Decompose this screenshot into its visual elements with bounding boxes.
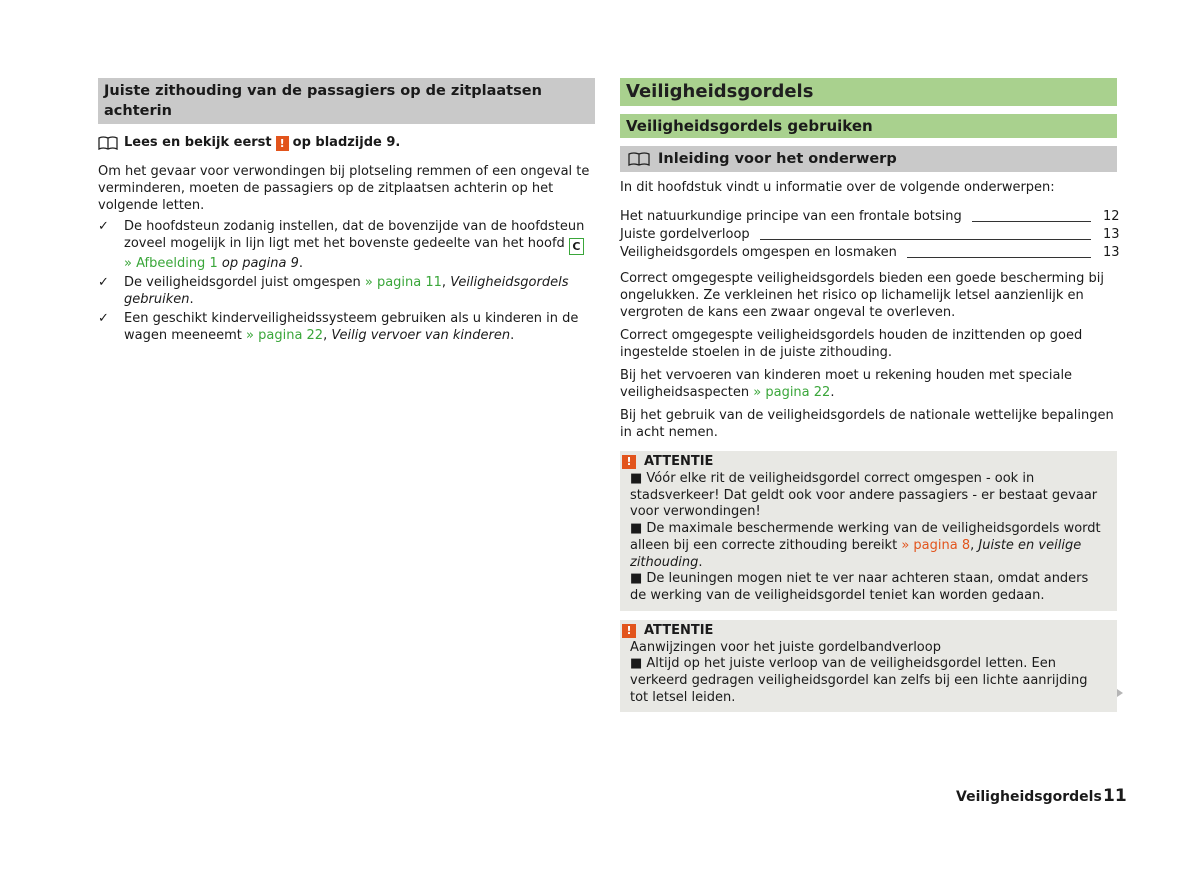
- paragraph: Bij het vervoeren van kinderen moet u rekening houden met speciale veiligheidsaspecten » pagina 22.: [620, 368, 1073, 400]
- attention-bullet: ■ Vóór elke rit de veiligheidsgordel correct omgespen - ook in stadsverkeer! Dat geldt ook voor andere passagiers - er bestaat gevaar voor verwondingen!: [630, 471, 1098, 520]
- check-icon: ✓: [98, 311, 109, 326]
- list-item: ✓ De veiligheidsgordel juist omgespen » pagina 11, Veiligheidsgordels gebruiken.: [98, 275, 569, 307]
- attention-body: [620, 640, 1117, 707]
- list-item: ✓ Een geschikt kinderveiligheidssysteem gebruiken als u kinderen in de wagen meeneemt » pagina 22, Veilig vervoer van kinderen.: [98, 311, 579, 343]
- book-icon: [628, 152, 650, 166]
- toc-leader: [907, 257, 1091, 258]
- toc-row[interactable]: [620, 208, 1120, 226]
- toc-page: 13: [1103, 227, 1120, 242]
- check-icon: ✓: [98, 219, 109, 234]
- page-link[interactable]: » pagina 22: [753, 385, 831, 400]
- attention-header: [620, 622, 1117, 640]
- section-reference: Veilig vervoer van kinderen: [331, 328, 511, 343]
- warning-icon: !: [622, 455, 636, 469]
- warning-icon: !: [276, 136, 289, 151]
- marker-c: C: [569, 238, 584, 255]
- toc-row[interactable]: [620, 226, 1120, 244]
- checklist: [98, 218, 595, 344]
- section-heading: Veiligheidsgordels gebruiken: [620, 114, 1117, 138]
- page-reference: op pagina 9: [221, 256, 299, 271]
- read-ref-post: op bladzijde 9.: [292, 135, 401, 150]
- section-heading: Juiste zithouding van de passagiers op de zitplaatsen achterin: [98, 78, 595, 124]
- page-link[interactable]: » pagina 11: [364, 275, 442, 290]
- page-link[interactable]: » pagina 8: [901, 537, 971, 553]
- intro-paragraph: In dit hoofdstuk vindt u informatie over de volgende onderwerpen:: [620, 180, 1055, 195]
- toc-row[interactable]: [620, 244, 1120, 262]
- attention-bullet: ■ Altijd op het juiste verloop van de veiligheidsgordel letten. Een verkeerd gedragen veiligheidsgordel kan zelfs bij een lichte aanrijding tot letsel leiden.: [630, 656, 1088, 705]
- topic-heading-text: Inleiding voor het onderwerp: [658, 151, 897, 167]
- right-column: [620, 78, 1120, 712]
- section-reference: Juiste en veilige zithouding: [630, 537, 1082, 570]
- item-text: Een geschikt kinderveiligheidssysteem gebruiken als u kinderen in de wagen meeneemt: [124, 311, 579, 343]
- toc-page: 12: [1103, 209, 1120, 224]
- intro-paragraph: Om het gevaar voor verwondingen bij plotseling remmen of een ongeval te verminderen, moeten de passagiers op de zitplaatsen achterin op het volgende letten.: [98, 164, 590, 213]
- topic-heading: [620, 146, 1117, 172]
- attention-header: [620, 453, 1117, 471]
- book-icon: [98, 136, 118, 150]
- attention-bullet: ■ De maximale beschermende werking van de veiligheidsgordels wordt alleen bij een correcte zithouding bereikt » pagina 8, Juiste en veilige zithouding.: [630, 521, 1101, 570]
- toc-label: Veiligheidsgordels omgespen en losmaken: [620, 245, 897, 260]
- toc-leader: [760, 239, 1091, 240]
- paragraph: Correct omgegespte veiligheidsgordels houden de inzittenden op goed ingestelde stoelen in de juiste zithouding.: [620, 328, 1083, 360]
- toc-page: 13: [1103, 245, 1120, 260]
- check-icon: ✓: [98, 275, 109, 290]
- page-link[interactable]: » pagina 22: [246, 328, 324, 343]
- attention-title: ATTENTIE: [644, 454, 714, 469]
- left-column: [98, 78, 595, 346]
- table-of-contents: [620, 208, 1120, 262]
- paragraph: Bij het gebruik van de veiligheidsgordels de nationale wettelijke bepalingen in acht nemen.: [620, 408, 1114, 440]
- read-reference: [98, 134, 595, 152]
- footer-title: Veiligheidsgordels: [956, 789, 1102, 805]
- attention-line: Aanwijzingen voor het juiste gordelbandverloop: [630, 639, 941, 655]
- list-item: ✓ De hoofdsteun zodanig instellen, dat de bovenzijde van de hoofdsteun zoveel mogelijk in lijn ligt met het bovenste gedeelte van het hoofd C » Afbeelding 1 op pagina 9.: [98, 219, 585, 271]
- attention-title: ATTENTIE: [644, 622, 714, 638]
- figure-link[interactable]: » Afbeelding 1: [124, 256, 218, 271]
- toc-label: Juiste gordelverloop: [620, 227, 750, 242]
- paragraph: Correct omgegespte veiligheidsgordels bieden een goede bescherming bij ongelukken. Ze verkleinen het risico op lichamelijk letsel aanzienlijk en vergroten de kans een zwaar ongeval te overleven.: [620, 271, 1105, 320]
- attention-box: [620, 620, 1117, 713]
- section-reference: Veiligheidsgordels gebruiken: [124, 275, 569, 307]
- item-text: De hoofdsteun zodanig instellen, dat de bovenzijde van de hoofdsteun zoveel mogelijk in lijn ligt met het bovenste gedeelte van het hoofd: [124, 219, 585, 251]
- continue-arrow-icon: [1117, 689, 1123, 697]
- attention-box: [620, 451, 1117, 611]
- chapter-heading: Veiligheidsgordels: [620, 78, 1117, 106]
- attention-bullet: ■ De leuningen mogen niet te ver naar achteren staan, omdat anders de werking van de veiligheidsgordel teniet kan worden gedaan.: [630, 571, 1089, 603]
- item-text: De veiligheidsgordel juist omgespen: [124, 275, 361, 290]
- attention-body: [620, 471, 1117, 605]
- toc-label: Het natuurkundige principe van een frontale botsing: [620, 209, 962, 224]
- read-ref-pre: Lees en bekijk eerst: [124, 135, 272, 150]
- page-number: 11: [1103, 786, 1127, 806]
- warning-icon: !: [622, 624, 636, 638]
- toc-leader: [972, 221, 1091, 222]
